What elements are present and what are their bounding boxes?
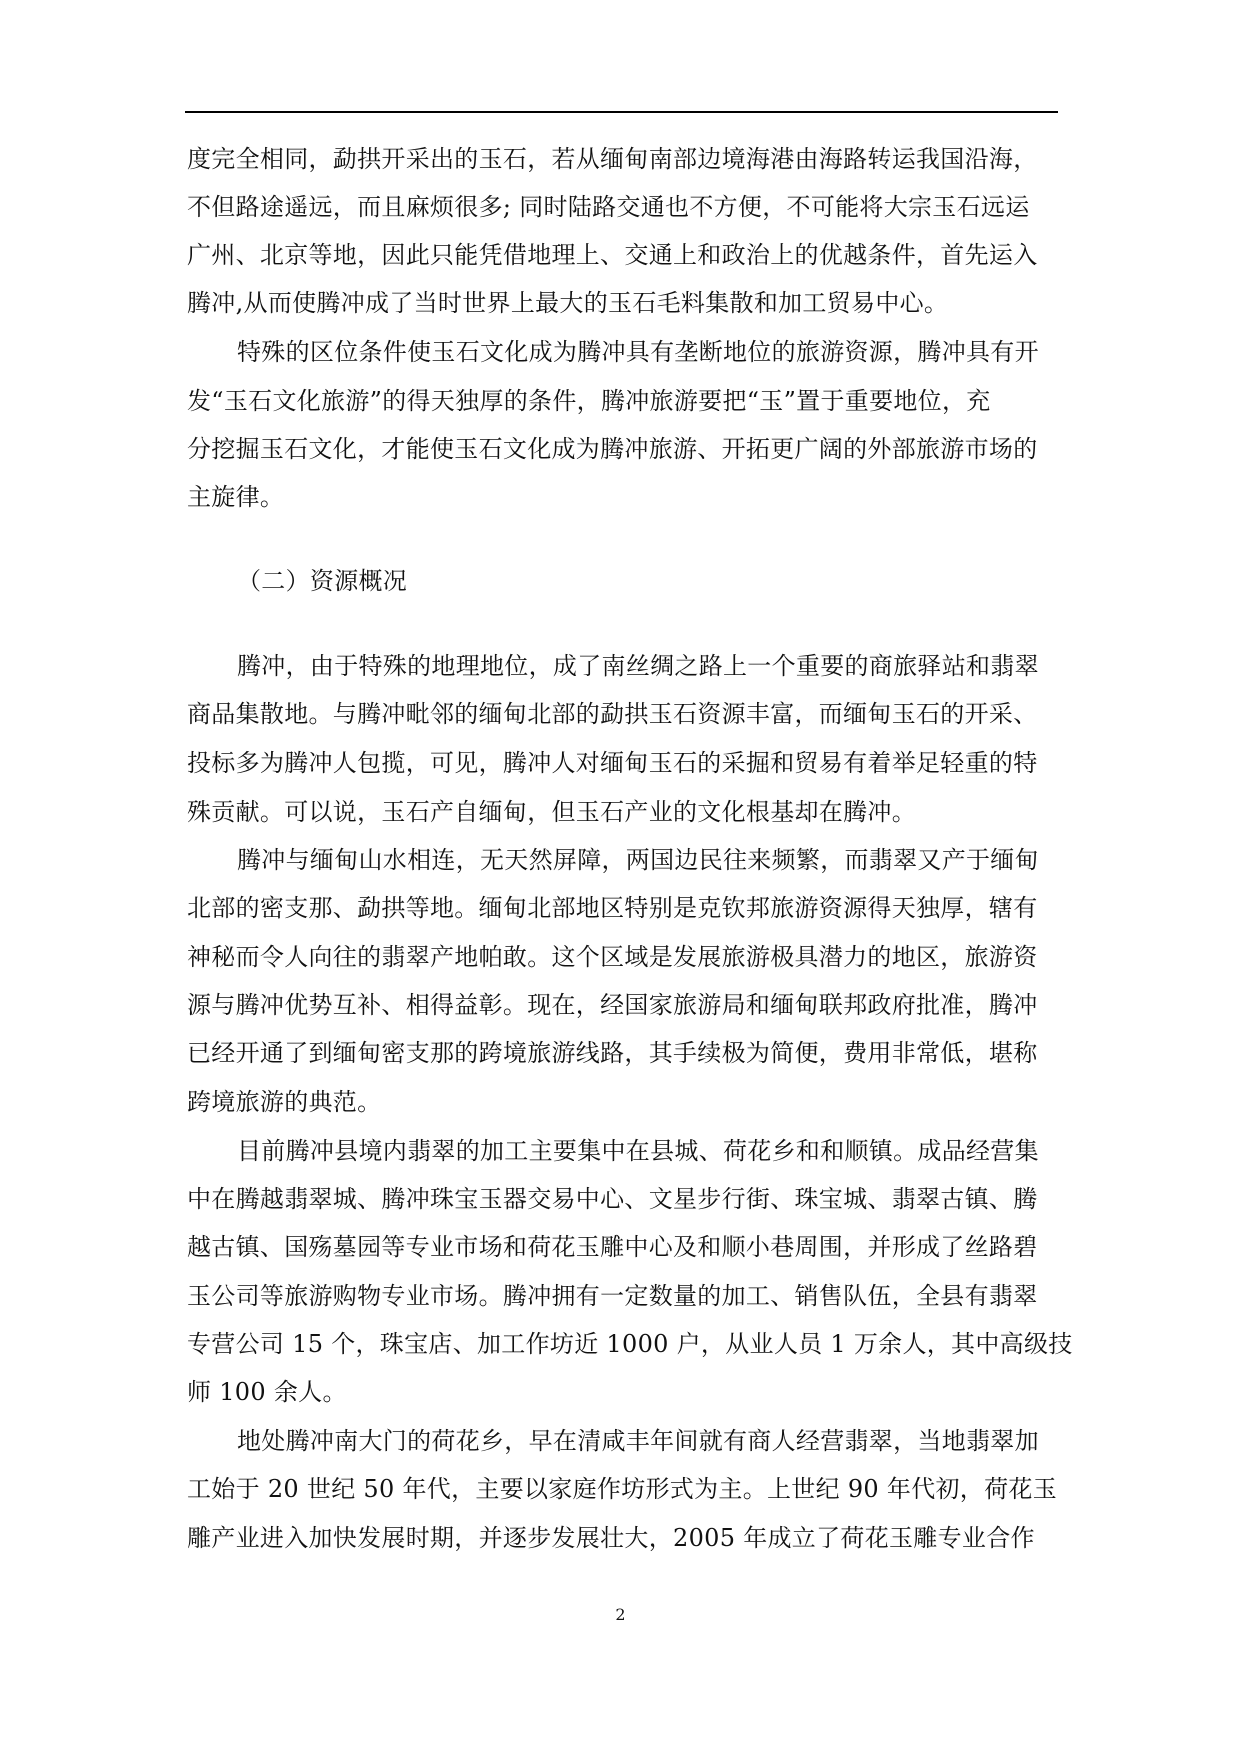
paragraph-1-line-3: 广州、北京等地，因此只能凭借地理上、交通上和政治上的优越条件，首先运入 (187, 241, 1038, 269)
paragraph-5-line-5: 专营公司 15 个，珠宝店、加工作坊近 1000 户，从业人员 1 万余人，其中高级技 (187, 1330, 1073, 1358)
paragraph-3-line-4: 殊贡献。可以说，玉石产自缅甸，但玉石产业的文化根基却在腾冲。 (187, 798, 916, 826)
paragraph-5-line-6: 师 100 余人。 (187, 1378, 347, 1406)
paragraph-4-line-6: 跨境旅游的典范。 (187, 1088, 382, 1116)
page-number: 2 (615, 1605, 626, 1624)
paragraph-2-line-1: 特殊的区位条件使玉石文化成为腾冲具有垄断地位的旅游资源，腾冲具有开 (237, 338, 1039, 366)
paragraph-4-line-2: 北部的密支那、勐拱等地。缅甸北部地区特别是克钦邦旅游资源得天独厚，辖有 (187, 894, 1038, 922)
paragraph-4-line-5: 已经开通了到缅甸密支那的跨境旅游线路，其手续极为简便，费用非常低，堪称 (187, 1039, 1038, 1067)
paragraph-4-line-3: 神秘而令人向往的翡翠产地帕敢。这个区域是发展旅游极具潜力的地区，旅游资 (187, 943, 1038, 971)
header-rule (185, 111, 1058, 113)
paragraph-6-line-3: 雕产业进入加快发展时期，并逐步发展壮大，2005 年成立了荷花玉雕专业合作 (187, 1524, 1035, 1552)
paragraph-3-line-2: 商品集散地。与腾冲毗邻的缅甸北部的勐拱玉石资源丰富，而缅甸玉石的开采、 (187, 700, 1038, 728)
paragraph-1-line-4: 腾冲,从而使腾冲成了当时世界上最大的玉石毛料集散和加工贸易中心。 (187, 289, 949, 317)
paragraph-6-line-1: 地处腾冲南大门的荷花乡，早在清咸丰年间就有商人经营翡翠，当地翡翠加 (237, 1427, 1039, 1455)
paragraph-2-line-3: 分挖掘玉石文化，才能使玉石文化成为腾冲旅游、开拓更广阔的外部旅游市场的 (187, 435, 1038, 463)
paragraph-4-line-1: 腾冲与缅甸山水相连，无天然屏障，两国边民往来频繁，而翡翠又产于缅甸 (237, 846, 1039, 874)
paragraph-6-line-2: 工始于 20 世纪 50 年代，主要以家庭作坊形式为主。上世纪 90 年代初，荷花玉 (187, 1475, 1057, 1503)
paragraph-5-line-4: 玉公司等旅游购物专业市场。腾冲拥有一定数量的加工、销售队伍，全县有翡翠 (187, 1282, 1038, 1310)
paragraph-2-line-4: 主旋律。 (187, 483, 285, 511)
paragraph-3-line-3: 投标多为腾冲人包揽，可见，腾冲人对缅甸玉石的采掘和贸易有着举足轻重的特 (187, 749, 1038, 777)
paragraph-2-line-2: 发“玉石文化旅游”的得天独厚的条件，腾冲旅游要把“玉”置于重要地位，充 (187, 387, 991, 415)
paragraph-3-line-1: 腾冲，由于特殊的地理地位，成了南丝绸之路上一个重要的商旅驿站和翡翠 (237, 652, 1039, 680)
paragraph-4-line-4: 源与腾冲优势互补、相得益彰。现在，经国家旅游局和缅甸联邦政府批准，腾冲 (187, 991, 1038, 1019)
paragraph-5-line-2: 中在腾越翡翠城、腾冲珠宝玉器交易中心、文星步行街、珠宝城、翡翠古镇、腾 (187, 1185, 1038, 1213)
paragraph-5-line-1: 目前腾冲县境内翡翠的加工主要集中在县城、荷花乡和和顺镇。成品经营集 (237, 1137, 1039, 1165)
paragraph-1-line-2: 不但路途遥远，而且麻烦很多; 同时陆路交通也不方便，不可能将大宗玉石远运 (187, 193, 1030, 221)
paragraph-1-line-1: 度完全相同，勐拱开采出的玉石，若从缅甸南部边境海港由海路转运我国沿海， (187, 145, 1038, 173)
section-heading: （二）资源概况 (237, 567, 408, 595)
paragraph-5-line-3: 越古镇、国殇墓园等专业市场和荷花玉雕中心及和顺小巷周围，并形成了丝路碧 (187, 1233, 1038, 1261)
